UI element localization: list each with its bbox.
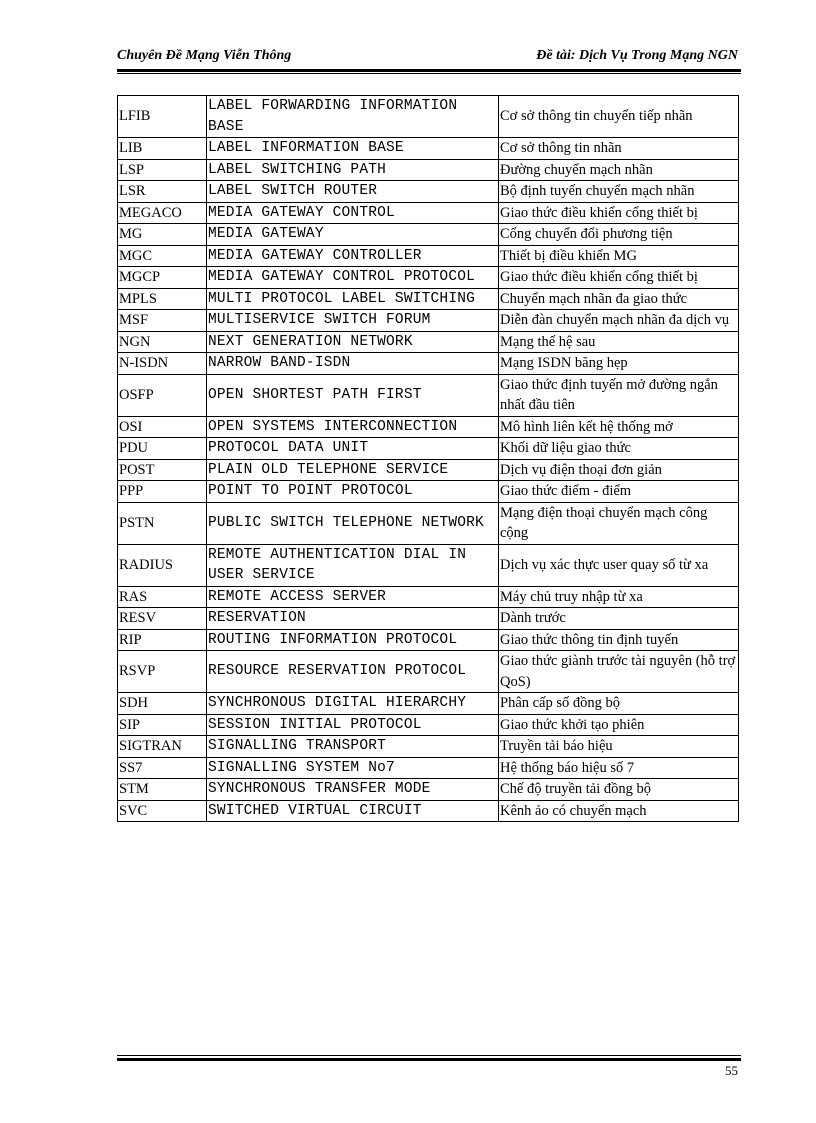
- footer-rule-thick: [117, 1058, 741, 1061]
- vietnamese-meaning-cell: Khối dữ liệu giao thức: [499, 438, 739, 460]
- abbreviation-cell: MGCP: [118, 267, 207, 289]
- vietnamese-meaning-cell: Mạng thế hệ sau: [499, 331, 739, 353]
- vietnamese-meaning-cell: Dành trước: [499, 608, 739, 630]
- table-row: [118, 651, 739, 693]
- table-row: [118, 353, 739, 375]
- vietnamese-meaning-cell: Giao thức giành trước tài nguyên (hỗ trợ QoS): [499, 651, 739, 693]
- english-term-cell: MEDIA GATEWAY CONTROLLER: [207, 245, 499, 267]
- table-row: [118, 502, 739, 544]
- table-row: [118, 416, 739, 438]
- table-row: [118, 267, 739, 289]
- english-term-cell: MEDIA GATEWAY CONTROL: [207, 202, 499, 224]
- table-row: [118, 544, 739, 586]
- header-rule-thin: [117, 73, 741, 74]
- abbreviation-cell: RSVP: [118, 651, 207, 693]
- vietnamese-meaning-cell: Thiết bị điều khiển MG: [499, 245, 739, 267]
- table-row: [118, 96, 739, 138]
- english-term-cell: ROUTING INFORMATION PROTOCOL: [207, 629, 499, 651]
- vietnamese-meaning-cell: Giao thức định tuyến mở đường ngắn nhất đầu tiên: [499, 374, 739, 416]
- english-term-cell: NEXT GENERATION NETWORK: [207, 331, 499, 353]
- header-left-title: Chuyên Đề Mạng Viễn Thông: [117, 48, 292, 63]
- english-term-cell: MULTI PROTOCOL LABEL SWITCHING: [207, 288, 499, 310]
- english-term-cell: MEDIA GATEWAY CONTROL PROTOCOL: [207, 267, 499, 289]
- table-row: [118, 438, 739, 460]
- table-row: [118, 138, 739, 160]
- vietnamese-meaning-cell: Giao thức điều khiển cổng thiết bị: [499, 202, 739, 224]
- abbreviation-cell: MGC: [118, 245, 207, 267]
- english-term-cell: PLAIN OLD TELEPHONE SERVICE: [207, 459, 499, 481]
- table-row: [118, 608, 739, 630]
- vietnamese-meaning-cell: Mạng ISDN băng hẹp: [499, 353, 739, 375]
- vietnamese-meaning-cell: Giao thức khởi tạo phiên: [499, 714, 739, 736]
- table-row: [118, 374, 739, 416]
- english-term-cell: PROTOCOL DATA UNIT: [207, 438, 499, 460]
- table-row: [118, 331, 739, 353]
- english-term-cell: RESERVATION: [207, 608, 499, 630]
- abbreviation-cell: OSI: [118, 416, 207, 438]
- table-row: [118, 800, 739, 822]
- page-number: 55: [725, 1063, 738, 1078]
- abbreviation-cell: MEGACO: [118, 202, 207, 224]
- vietnamese-meaning-cell: Phân cấp số đồng bộ: [499, 693, 739, 715]
- abbreviation-cell: SS7: [118, 757, 207, 779]
- abbreviation-cell: PSTN: [118, 502, 207, 544]
- vietnamese-meaning-cell: Dịch vụ điện thoại đơn giản: [499, 459, 739, 481]
- vietnamese-meaning-cell: Bộ định tuyến chuyển mạch nhãn: [499, 181, 739, 203]
- abbreviation-cell: RAS: [118, 586, 207, 608]
- vietnamese-meaning-cell: Cơ sở thông tin nhãn: [499, 138, 739, 160]
- abbreviation-cell: LFIB: [118, 96, 207, 138]
- english-term-cell: RESOURCE RESERVATION PROTOCOL: [207, 651, 499, 693]
- abbreviation-cell: STM: [118, 779, 207, 801]
- abbreviation-table: [117, 95, 739, 822]
- english-term-cell: SWITCHED VIRTUAL CIRCUIT: [207, 800, 499, 822]
- header-right-title: Đề tài: Dịch Vụ Trong Mạng NGN: [536, 48, 738, 63]
- english-term-cell: SYNCHRONOUS TRANSFER MODE: [207, 779, 499, 801]
- english-term-cell: LABEL INFORMATION BASE: [207, 138, 499, 160]
- table-row: [118, 586, 739, 608]
- table-row: [118, 245, 739, 267]
- abbreviation-cell: MPLS: [118, 288, 207, 310]
- english-term-cell: REMOTE ACCESS SERVER: [207, 586, 499, 608]
- vietnamese-meaning-cell: Đường chuyển mạch nhãn: [499, 159, 739, 181]
- abbreviation-cell: MSF: [118, 310, 207, 332]
- table-row: [118, 481, 739, 503]
- vietnamese-meaning-cell: Mạng điện thoại chuyển mạch công cộng: [499, 502, 739, 544]
- abbreviation-cell: PDU: [118, 438, 207, 460]
- english-term-cell: SESSION INITIAL PROTOCOL: [207, 714, 499, 736]
- abbreviation-cell: RADIUS: [118, 544, 207, 586]
- english-term-cell: MEDIA GATEWAY: [207, 224, 499, 246]
- english-term-cell: REMOTE AUTHENTICATION DIAL IN USER SERVICE: [207, 544, 499, 586]
- table-row: [118, 181, 739, 203]
- vietnamese-meaning-cell: Chuyển mạch nhãn đa giao thức: [499, 288, 739, 310]
- abbreviation-cell: NGN: [118, 331, 207, 353]
- vietnamese-meaning-cell: Giao thức điểm - điểm: [499, 481, 739, 503]
- page-header: [117, 48, 738, 70]
- vietnamese-meaning-cell: Giao thức điều khiển cổng thiết bị: [499, 267, 739, 289]
- abbreviation-cell: LIB: [118, 138, 207, 160]
- vietnamese-meaning-cell: Máy chủ truy nhập từ xa: [499, 586, 739, 608]
- vietnamese-meaning-cell: Mô hình liên kết hệ thống mở: [499, 416, 739, 438]
- vietnamese-meaning-cell: Cơ sở thông tin chuyển tiếp nhãn: [499, 96, 739, 138]
- english-term-cell: OPEN SHORTEST PATH FIRST: [207, 374, 499, 416]
- table-row: [118, 459, 739, 481]
- abbreviation-cell: SDH: [118, 693, 207, 715]
- table-row: [118, 224, 739, 246]
- table-row: [118, 757, 739, 779]
- english-term-cell: MULTISERVICE SWITCH FORUM: [207, 310, 499, 332]
- english-term-cell: OPEN SYSTEMS INTERCONNECTION: [207, 416, 499, 438]
- vietnamese-meaning-cell: Diễn đàn chuyển mạch nhãn đa dịch vụ: [499, 310, 739, 332]
- abbreviation-cell: SIP: [118, 714, 207, 736]
- abbreviation-cell: SIGTRAN: [118, 736, 207, 758]
- vietnamese-meaning-cell: Kênh ảo có chuyển mạch: [499, 800, 739, 822]
- english-term-cell: NARROW BAND-ISDN: [207, 353, 499, 375]
- table-row: [118, 629, 739, 651]
- english-term-cell: LABEL SWITCHING PATH: [207, 159, 499, 181]
- english-term-cell: SIGNALLING SYSTEM No7: [207, 757, 499, 779]
- table-row: [118, 288, 739, 310]
- english-term-cell: SIGNALLING TRANSPORT: [207, 736, 499, 758]
- table-row: [118, 779, 739, 801]
- table-row: [118, 202, 739, 224]
- vietnamese-meaning-cell: Chế độ truyền tải đồng bộ: [499, 779, 739, 801]
- english-term-cell: POINT TO POINT PROTOCOL: [207, 481, 499, 503]
- english-term-cell: LABEL FORWARDING INFORMATION BASE: [207, 96, 499, 138]
- vietnamese-meaning-cell: Giao thức thông tin định tuyến: [499, 629, 739, 651]
- vietnamese-meaning-cell: Truyền tải báo hiệu: [499, 736, 739, 758]
- table-row: [118, 159, 739, 181]
- table-row: [118, 714, 739, 736]
- abbreviation-cell: RIP: [118, 629, 207, 651]
- vietnamese-meaning-cell: Dịch vụ xác thực user quay số từ xa: [499, 544, 739, 586]
- vietnamese-meaning-cell: Hệ thống báo hiệu số 7: [499, 757, 739, 779]
- abbreviation-cell: N-ISDN: [118, 353, 207, 375]
- footer-rule-thin: [117, 1055, 741, 1056]
- table-row: [118, 310, 739, 332]
- abbreviation-cell: POST: [118, 459, 207, 481]
- english-term-cell: SYNCHRONOUS DIGITAL HIERARCHY: [207, 693, 499, 715]
- abbreviation-table-body: [118, 96, 739, 822]
- english-term-cell: PUBLIC SWITCH TELEPHONE NETWORK: [207, 502, 499, 544]
- abbreviation-cell: RESV: [118, 608, 207, 630]
- table-row: [118, 736, 739, 758]
- abbreviation-cell: MG: [118, 224, 207, 246]
- abbreviation-cell: LSR: [118, 181, 207, 203]
- table-row: [118, 693, 739, 715]
- vietnamese-meaning-cell: Cổng chuyển đổi phương tiện: [499, 224, 739, 246]
- header-rule-thick: [117, 69, 741, 72]
- abbreviation-cell: PPP: [118, 481, 207, 503]
- english-term-cell: LABEL SWITCH ROUTER: [207, 181, 499, 203]
- abbreviation-cell: LSP: [118, 159, 207, 181]
- abbreviation-cell: OSFP: [118, 374, 207, 416]
- abbreviation-cell: SVC: [118, 800, 207, 822]
